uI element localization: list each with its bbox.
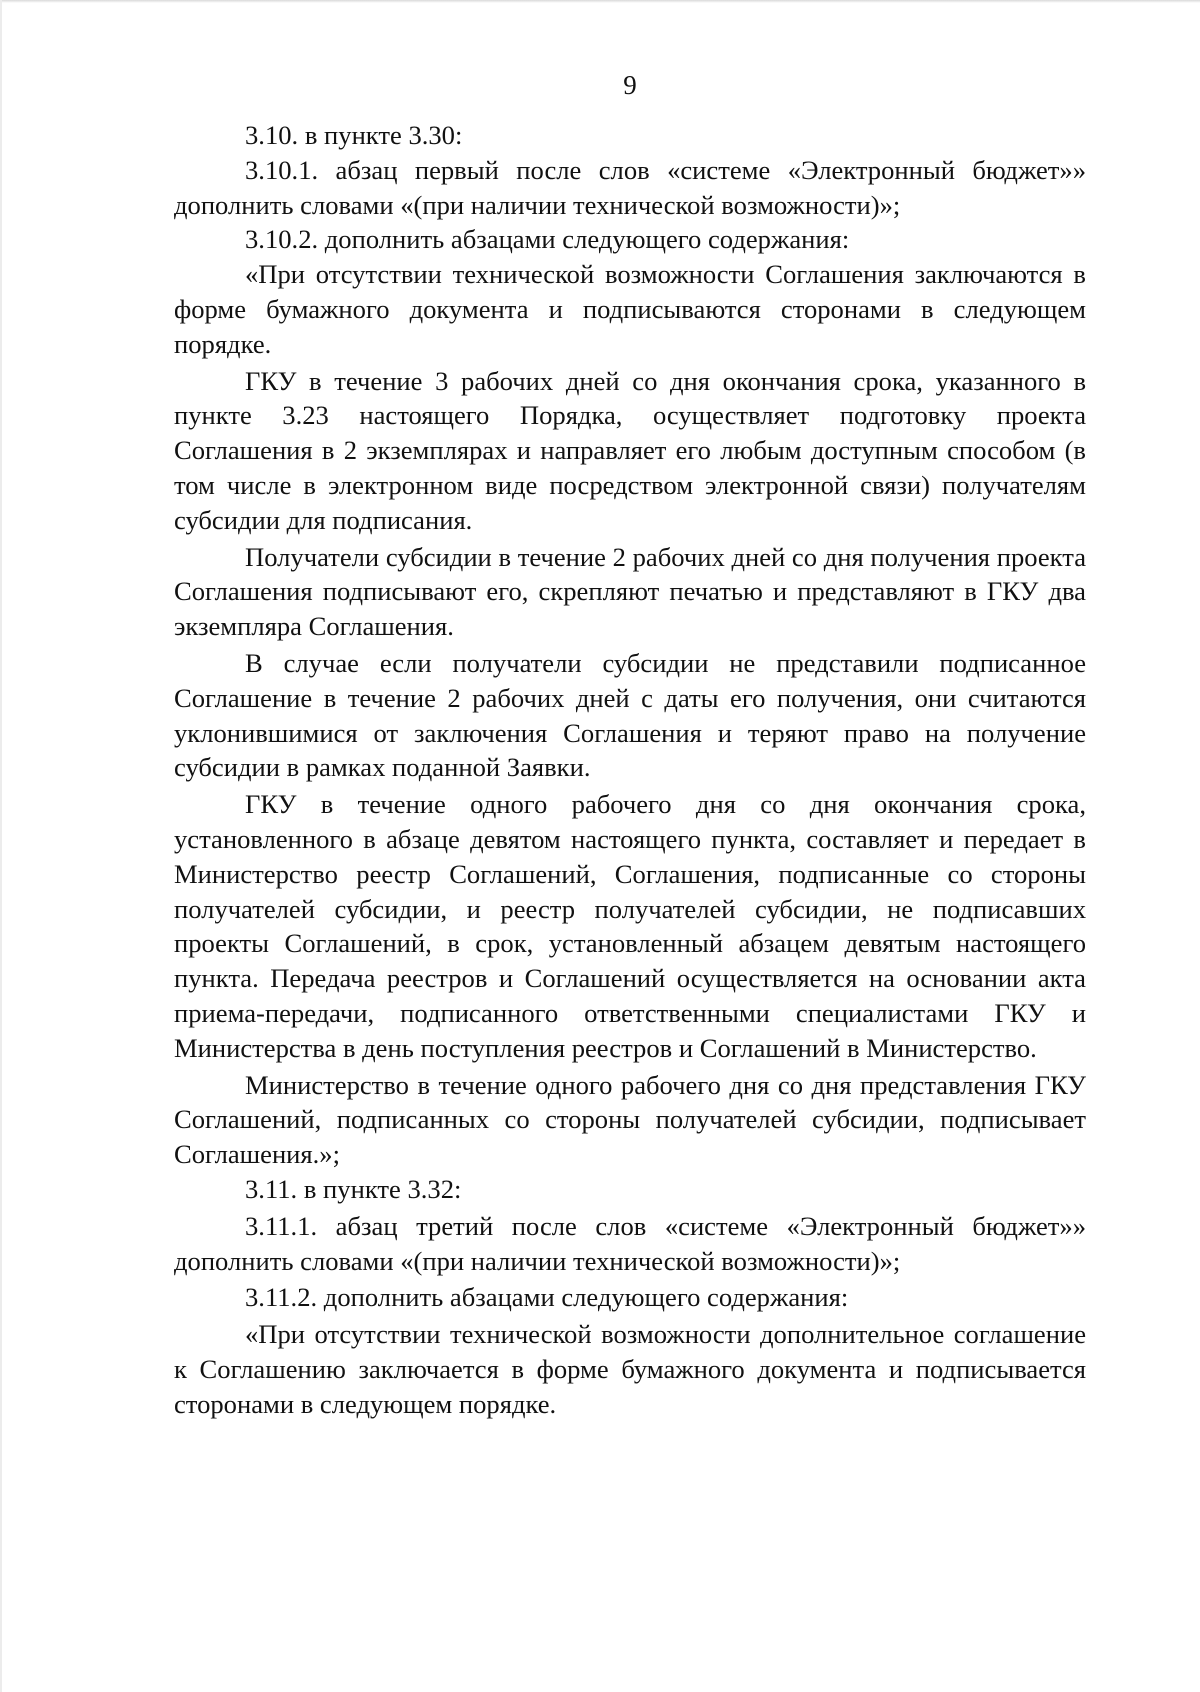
paragraph-3-10: 3.10. в пункте 3.30: [245,120,463,150]
paragraph-3-11-2: 3.11.2. дополнить абзацами следующего содержания: [245,1282,849,1313]
paragraph-gku-registry: ГКУ в течение одного рабочего дня со дня окончания срока, установленного в абзаце девятом настоящего пункта, составляет и передает в Министерство реестр Соглашений, Соглашения, подписанные со стороны получателей субсидии, и реестр получателей субсидии, не подписавших проекты Соглашений, в срок, установленный абзацем девятым настоящего пункта. Передача реестров и Соглашений осуществляется на основании акта приема-передачи, подписанного ответственными специалистами ГКУ и Министерства в день поступления реестров и Соглашений в Министерство. [174,789,1086,1063]
paragraph-3-11-1: 3.11.1. абзац третий после слов «системе «Электронный бюджет»» дополнить словами «(при наличии технической возможности)»; [174,1210,1086,1276]
scan-edge [0,0,1200,3]
paragraph-recipients-signing: Получатели субсидии в течение 2 рабочих дней со дня получения проекта Соглашения подписывают его, скрепляют печатью и представляют в ГКУ два экземпляра Соглашения. [174,541,1086,642]
paragraph-evasion: В случае если получатели субсидии не представили подписанное Соглашение в течение 2 рабочих дней с даты его получения, они считаются уклонившимися от заключения Соглашения и теряют право на получение субсидии в рамках поданной Заявки. [174,647,1086,783]
paragraph-3-10-2: 3.10.2. дополнить абзацами следующего содержания: [245,224,850,255]
scan-edge-left [0,0,2,1692]
paragraph-3-11: 3.11. в пункте 3.32: [245,1173,462,1204]
paragraph-ministry-signing: Министерство в течение одного рабочего дня со дня представления ГКУ Соглашений, подписанных со стороны получателей субсидии, подписывает Соглашения.»; [174,1069,1086,1170]
document-body [174,118,1086,1421]
paragraph-paper-agreement: «При отсутствии технической возможности Соглашения заключаются в форме бумажного документа и подписываются сторонами в следующем порядке. [174,259,1086,359]
page-number: 9 [623,70,637,100]
paragraph-supplementary-agreement: «При отсутствии технической возможности дополнительное соглашение к Соглашению заключается в форме бумажного документа и подписывается сторонами в следующем порядке. [174,1319,1086,1419]
paragraph-3-10-1: 3.10.1. абзац первый после слов «системе «Электронный бюджет»» дополнить словами «(при наличии технической возможности)»; [174,154,1086,220]
paragraph-gku-preparation: ГКУ в течение 3 рабочих дней со дня окончания срока, указанного в пункте 3.23 настоящего Порядка, осуществляет подготовку проекта Соглашения в 2 экземплярах и направляет его любым доступным способом (в том числе в электронном виде посредством электронной связи) получателям субсидии для подписания. [174,365,1086,535]
